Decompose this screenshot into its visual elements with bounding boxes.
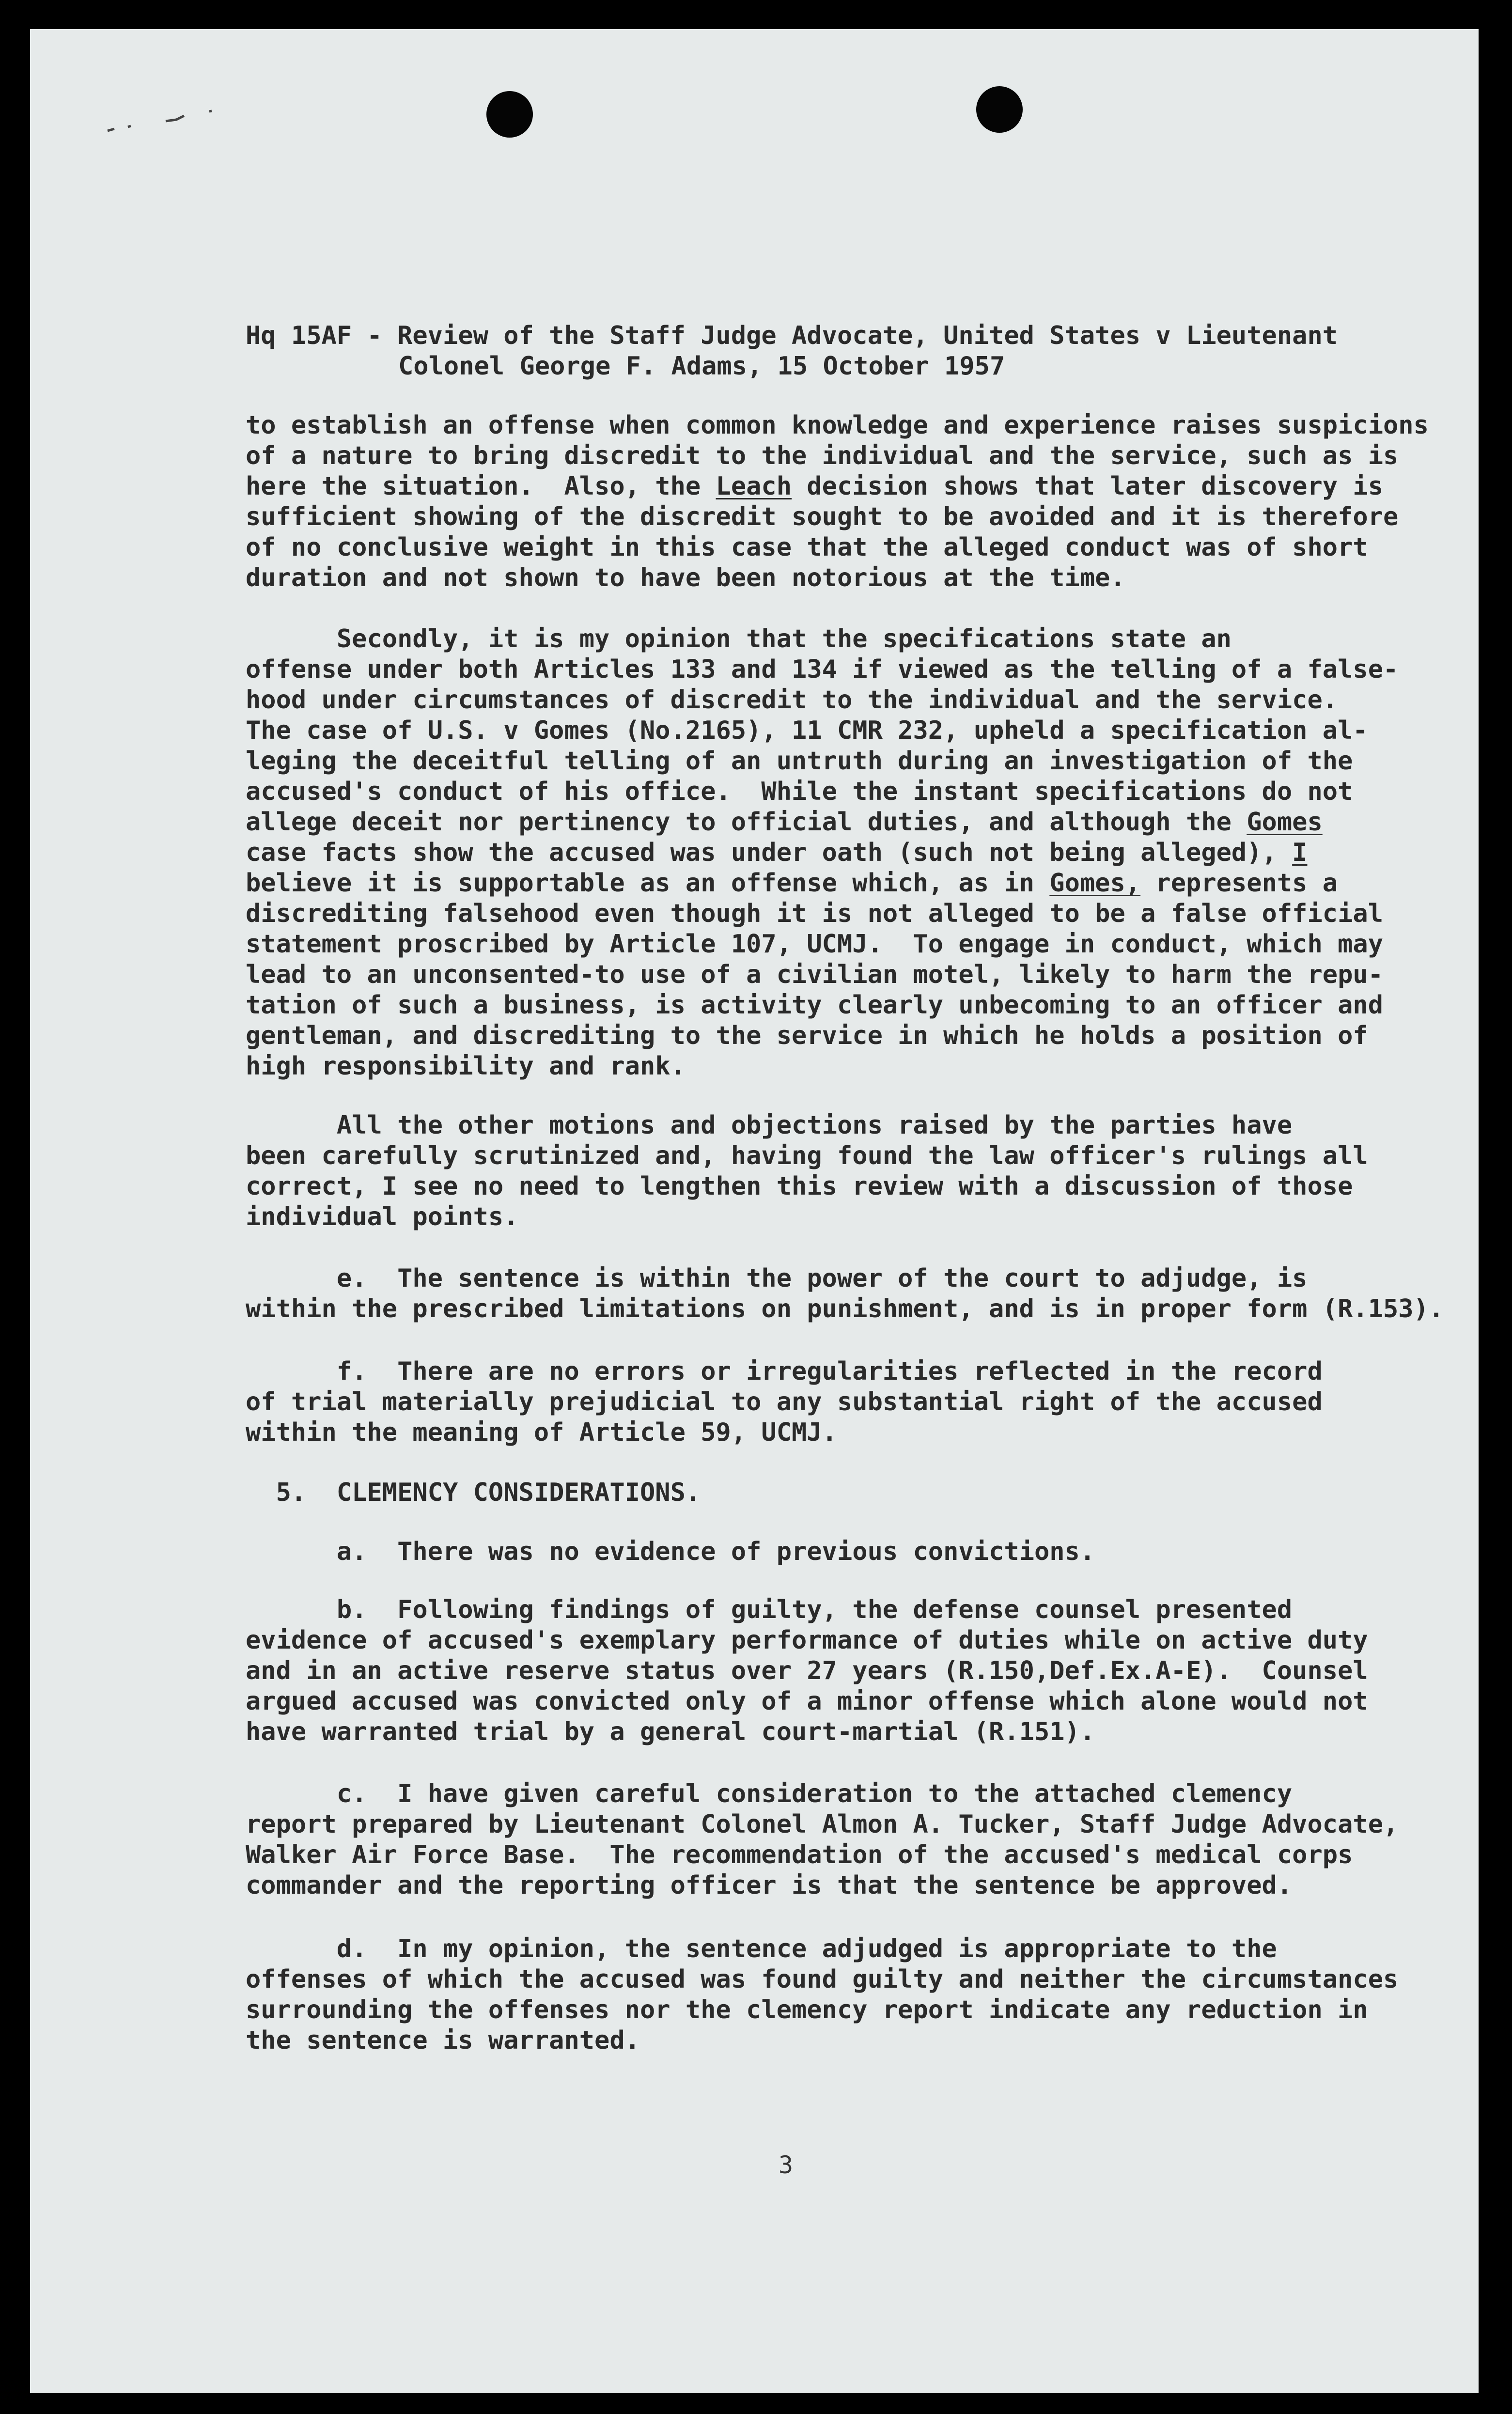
text-line: offense under both Articles 133 and 134 if viewed as the telling of a false-: [246, 655, 1399, 684]
text-fragment: allege deceit nor pertinency to official duties, and although the: [246, 808, 1247, 837]
header-line-1: Hq 15AF - Review of the Staff Judge Advocate, United States v Lieutenant: [246, 321, 1338, 350]
clemency-c: [246, 1779, 1479, 1901]
text-line: of no conclusive weight in this case that the alleged conduct was of short: [246, 533, 1368, 562]
text-line: the sentence is warranted.: [246, 2026, 640, 2055]
text-line: Walker Air Force Base. The recommendation of the accused's medical corps: [246, 1840, 1353, 1869]
paragraph-e: [246, 1263, 1479, 1324]
paragraph-secondly: [246, 624, 1479, 1082]
text-line: The case of U.S. v Gomes (No.2165), 11 CMR 232, upheld a specification al-: [246, 716, 1368, 745]
text-line: tation of such a business, is activity clearly unbecoming to an officer and: [246, 991, 1383, 1020]
section-heading: 5. CLEMENCY CONSIDERATIONS.: [246, 1478, 701, 1507]
header-block: [246, 321, 1479, 382]
punch-hole-left: [486, 91, 533, 138]
text-line: All the other motions and objections raised by the parties have: [246, 1111, 1293, 1140]
clemency-b: [246, 1595, 1479, 1747]
text-line: b. Following findings of guilty, the defense counsel presented: [246, 1595, 1293, 1624]
text-line: correct, I see no need to lengthen this review with a discussion of those: [246, 1172, 1353, 1201]
text-line: [246, 868, 1479, 899]
stray-ink-marks: [93, 102, 287, 145]
text-line: of a nature to bring discredit to the individual and the service, such as is: [246, 441, 1399, 470]
text-line: discrediting falsehood even though it is not alleged to be a false official: [246, 899, 1383, 928]
text-line: have warranted trial by a general court-martial (R.151).: [246, 1717, 1095, 1746]
text-line: e. The sentence is within the power of the court to adjudge, is: [246, 1264, 1308, 1293]
text-line: Secondly, it is my opinion that the specifications state an: [246, 624, 1231, 654]
text-line: individual points.: [246, 1202, 519, 1231]
text-line: gentleman, and discrediting to the service in which he holds a position of: [246, 1021, 1368, 1050]
text-line: [246, 807, 1479, 838]
paragraph-continuation: [246, 410, 1479, 593]
text-line: high responsibility and rank.: [246, 1052, 686, 1081]
text-line: c. I have given careful consideration to the attached clemency: [246, 1779, 1293, 1808]
text-line: leging the deceitful telling of an untruth during an investigation of the: [246, 747, 1353, 776]
case-name-leach: Leach: [716, 472, 792, 501]
text-line: commander and the reporting officer is that the sentence be approved.: [246, 1871, 1293, 1900]
text-fragment: decision shows that later discovery is: [792, 472, 1384, 501]
text-line: sufficient showing of the discredit sought to be avoided and it is therefore: [246, 502, 1399, 531]
document-page: [30, 29, 1479, 2393]
underlined-i: I: [1292, 838, 1308, 867]
text-line: hood under circumstances of discredit to the individual and the service.: [246, 685, 1338, 715]
text-line: surrounding the offenses nor the clemency report indicate any reduction in: [246, 1995, 1368, 2025]
text-line: argued accused was convicted only of a minor offense which alone would not: [246, 1687, 1368, 1716]
case-name-gomes: Gomes: [1247, 808, 1323, 837]
header-line-2: Colonel George F. Adams, 15 October 1957: [398, 352, 1005, 381]
text-line: lead to an unconsented-to use of a civilian motel, likely to harm the repu-: [246, 960, 1383, 989]
text-fragment: here the situation. Also, the: [246, 472, 716, 501]
text-line: duration and not shown to have been notorious at the time.: [246, 563, 1125, 592]
page-number: 3: [778, 2151, 794, 2179]
text-line: within the meaning of Article 59, UCMJ.: [246, 1418, 837, 1447]
punch-hole-right: [976, 86, 1023, 133]
text-line: report prepared by Lieutenant Colonel Almon A. Tucker, Staff Judge Advocate,: [246, 1810, 1399, 1839]
case-name-gomes: Gomes,: [1049, 869, 1141, 898]
clemency-d: [246, 1934, 1479, 2056]
text-line: within the prescribed limitations on punishment, and is in proper form (R.153).: [246, 1294, 1444, 1324]
text-line: f. There are no errors or irregularities reflected in the record: [246, 1357, 1323, 1386]
paragraph-f: [246, 1356, 1479, 1448]
text-fragment: case facts show the accused was under oath (such not being alleged),: [246, 838, 1293, 867]
text-line: of trial materially prejudicial to any substantial right of the accused: [246, 1387, 1323, 1417]
text-fragment: believe it is supportable as an offense which, as in: [246, 869, 1050, 898]
text-fragment: represents a: [1140, 869, 1338, 898]
text-line: offenses of which the accused was found guilty and neither the circumstances: [246, 1965, 1399, 1994]
text-line: accused's conduct of his office. While the instant specifications do not: [246, 777, 1353, 806]
text-line: and in an active reserve status over 27 years (R.150,Def.Ex.A-E). Counsel: [246, 1656, 1368, 1685]
text-line: evidence of accused's exemplary performance of duties while on active duty: [246, 1626, 1368, 1655]
text-line: statement proscribed by Article 107, UCMJ. To engage in conduct, which may: [246, 930, 1383, 959]
paragraph-other-motions: [246, 1110, 1479, 1232]
text-line: d. In my opinion, the sentence adjudged is appropriate to the: [246, 1934, 1277, 1963]
text-line: been carefully scrutinized and, having found the law officer's rulings all: [246, 1141, 1368, 1170]
text-line: [246, 471, 1479, 502]
text-line: [246, 838, 1479, 868]
text-line: to establish an offense when common knowledge and experience raises suspicions: [246, 411, 1429, 440]
clemency-a: a. There was no evidence of previous convictions.: [246, 1537, 1095, 1566]
